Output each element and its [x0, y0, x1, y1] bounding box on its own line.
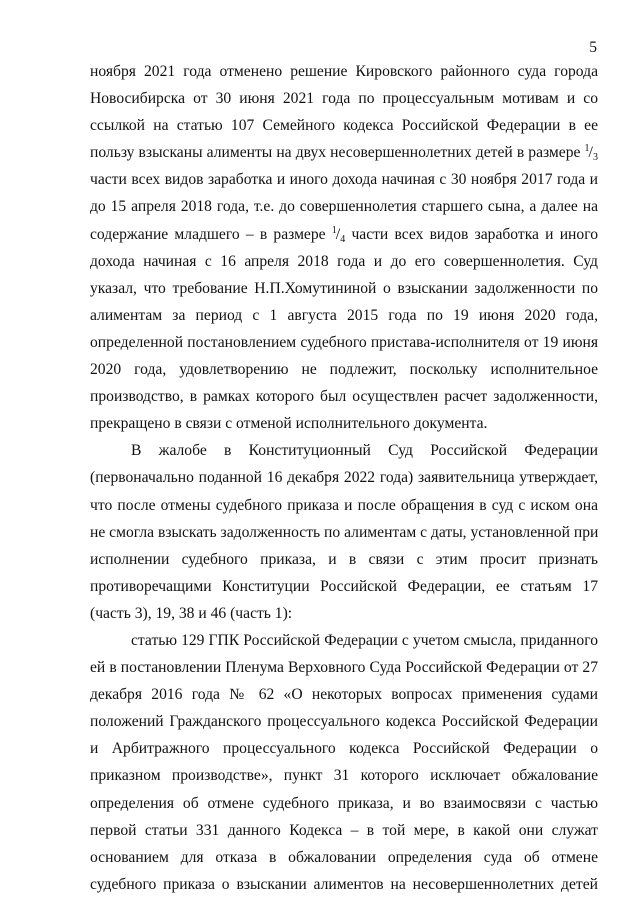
text-line: указал, что требование Н.П.Хомутининой о взыскании задолженности по: [90, 279, 598, 297]
text-line: ноября 2021 года отменено решение Кировского районного суда города: [90, 63, 598, 80]
page-number: 5: [589, 39, 597, 56]
text-line-with-fraction: [90, 221, 598, 248]
fraction-one-quarter: $^1/_4$: [331, 224, 346, 245]
text-line: первой статьи 331 данного Кодекса – в той мере, в какой они служат: [90, 821, 598, 839]
text-line: (первоначально поданной 16 декабря 2022 года) заявительница утверждает,: [90, 469, 598, 487]
fraction-denominator: 4: [340, 233, 346, 245]
text-line: дохода начиная с 16 апреля 2018 года и до его совершеннолетия. Суд: [90, 252, 598, 270]
text-line: судебного приказа о взыскании алиментов на несовершеннолетних детей: [90, 875, 598, 893]
fraction-denominator: 3: [593, 152, 598, 164]
text-line: прекращено в связи с отменой исполнительного документа.: [90, 415, 488, 433]
text-line: не смогла взыскать задолженность по алиментам с даты, установленной при: [90, 523, 599, 541]
text-line: и Арбитражного процессуального кодекса Российской Федерации о: [90, 740, 598, 758]
text-line: декабря 2016 года № 62 «О некоторых вопросах применения судами: [90, 686, 598, 704]
fraction-numerator: 1: [584, 143, 590, 155]
text-line: Новосибирска от 30 июня 2021 года по процессуальным мотивам и со: [90, 90, 598, 108]
text-segment: содержание младшего – в размере: [90, 225, 326, 243]
text-line: статью 129 ГПК Российской Федерации с учетом смысла, приданного: [131, 631, 598, 649]
text-line: до 15 апреля 2018 года, т.е. до совершеннолетия старшего сына, а далее на: [90, 198, 598, 216]
text-line: ссылкой на статью 107 Семейного кодекса Российской Федерации в ее: [90, 117, 598, 135]
text-line: В жалобе в Конституционный Суд Российской Федерации: [131, 442, 598, 460]
text-segment: части всех видов заработка и иного: [351, 225, 598, 243]
text-line: основанием для отказа в обжаловании определения суда об отмене: [90, 848, 598, 866]
fraction-one-third: $^1/_3$: [584, 143, 598, 164]
text-line: противоречащими Конституции Российской Федерации, ее статьям 17: [90, 577, 598, 595]
text-line: части всех видов заработка и иного дохода начиная с 30 ноября 2017 года и: [90, 171, 598, 189]
text-line: 2020 года, удовлетворению не подлежит, поскольку исполнительное: [90, 361, 598, 379]
text-line: определения об отмене судебного приказа, и во взаимосвязи с частью: [90, 794, 598, 812]
text-line: что после отмены судебного приказа и после обращения в суд с иском она: [90, 496, 598, 514]
text-line: ей в постановлении Пленума Верховного Суда Российской Федерации от 27: [90, 659, 598, 677]
text-line: исполнении судебного приказа, и в связи с этим просит признать: [90, 550, 598, 568]
text-segment: пользу взысканы алименты на двух несовершеннолетних детей в размере: [90, 144, 581, 162]
text-line-with-fraction: [90, 139, 598, 166]
text-line: производство, в рамках которого был осуществлен расчет задолженности,: [90, 388, 598, 406]
fraction-numerator: 1: [331, 224, 337, 236]
text-line: определенной постановлением судебного пристава-исполнителя от 19 июня: [90, 333, 598, 351]
body-text: [90, 58, 598, 898]
text-line: (часть 3), 19, 38 и 46 (часть 1):: [90, 604, 293, 622]
text-line: положений Гражданского процессуального кодекса Российской Федерации: [90, 713, 598, 731]
text-line: алиментам за период с 1 августа 2015 года по 19 июня 2020 года,: [90, 306, 598, 324]
text-line: приказном производстве», пункт 31 которого исключает обжалование: [90, 767, 598, 785]
